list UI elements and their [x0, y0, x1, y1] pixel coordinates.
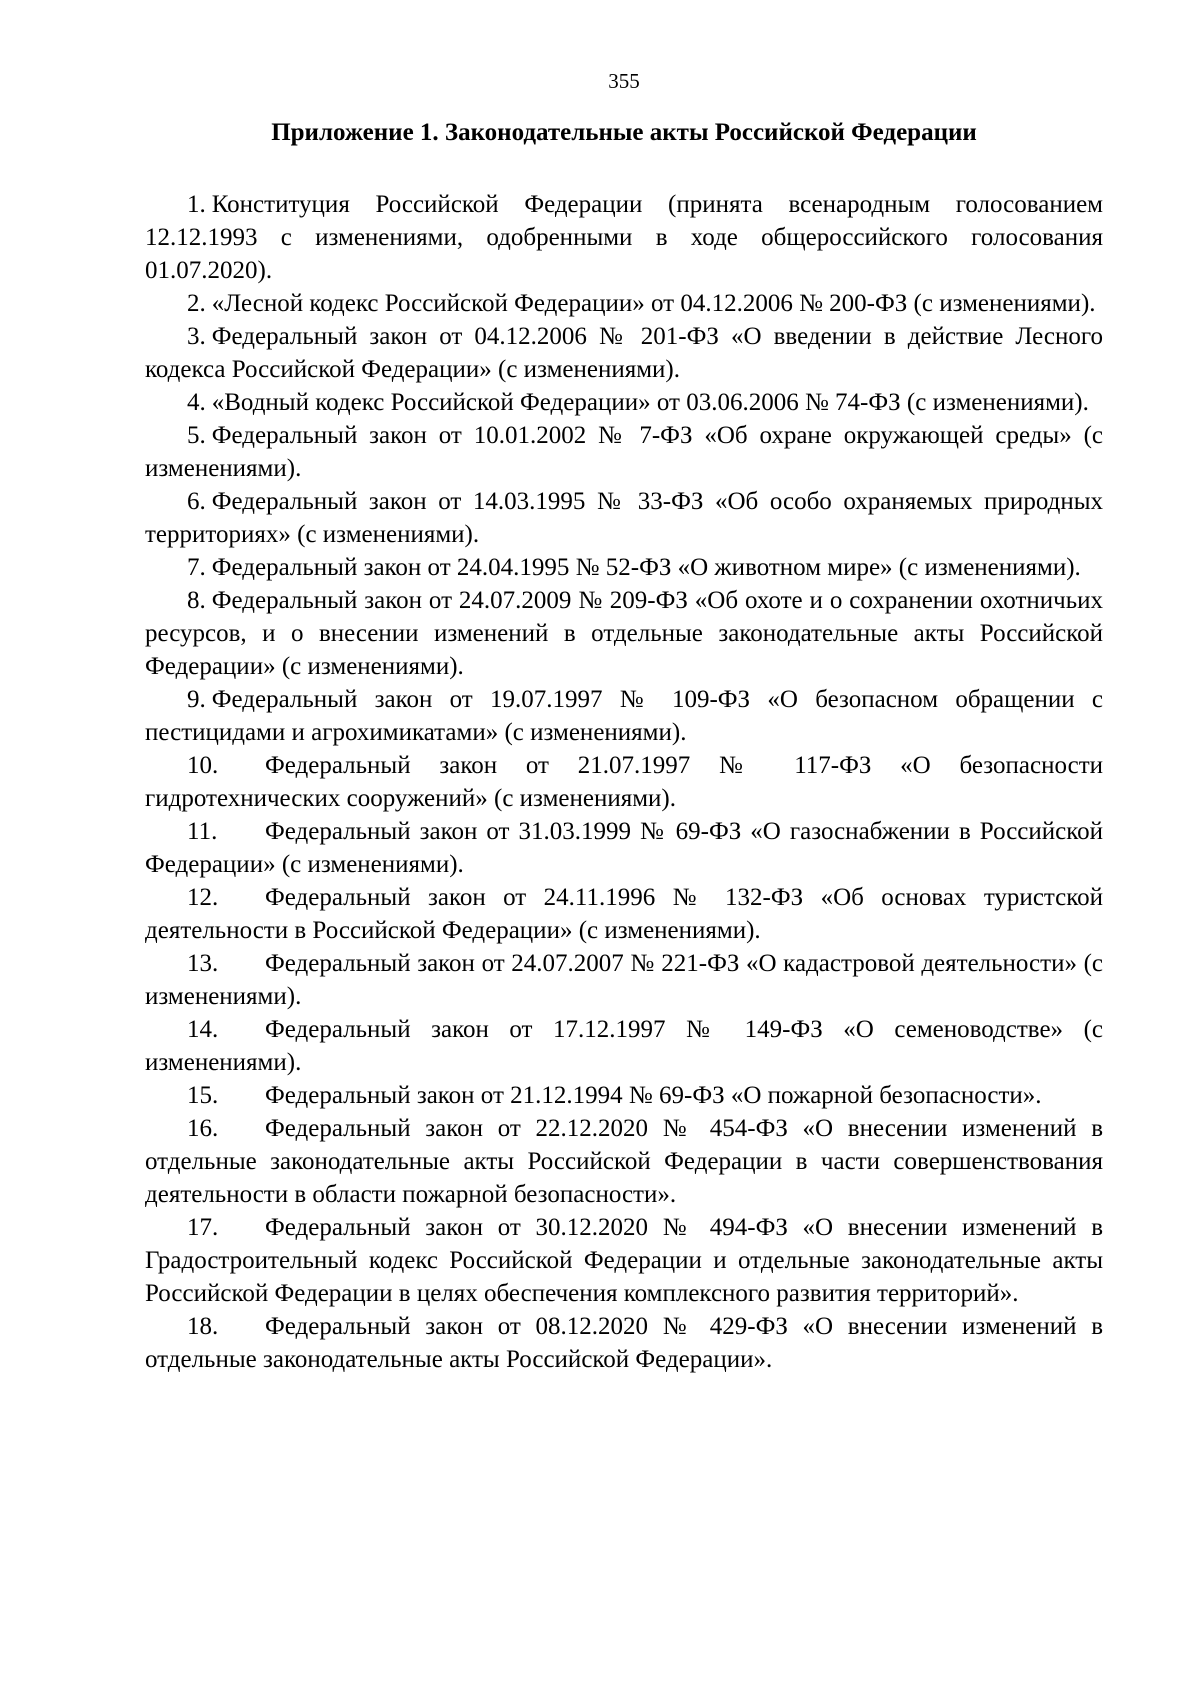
law-item — [145, 188, 1103, 287]
law-text: «Водный кодекс Российской Федерации» от 03.06.2006 № 74-ФЗ (с изменениями). — [211, 389, 1089, 416]
law-number: 3. — [187, 323, 206, 350]
law-number: 14. — [187, 1016, 219, 1043]
law-text: Федеральный закон от 04.12.2006 № 201-ФЗ «О введении в действие Лесного кодекса Российской Федерации» (с изменениями). — [145, 323, 1103, 383]
law-number: 2. — [187, 290, 206, 317]
law-number: 8. — [187, 587, 206, 614]
law-text: Федеральный закон от 24.11.1996 № 132-ФЗ «Об основах туристской деятельности в Российской Федерации» (с изменениями). — [145, 884, 1103, 944]
law-item — [145, 947, 1103, 1013]
law-number: 18. — [187, 1313, 219, 1340]
law-item — [145, 1211, 1103, 1310]
law-text: Федеральный закон от 22.12.2020 № 454-ФЗ «О внесении изменений в отдельные законодательные акты Российской Федерации в части совершенствования деятельности в области пожарной безопасности». — [145, 1115, 1103, 1208]
law-text: Федеральный закон от 08.12.2020 № 429-ФЗ «О внесении изменений в отдельные законодательные акты Российской Федерации». — [145, 1313, 1103, 1373]
law-item — [145, 287, 1103, 320]
law-text: Федеральный закон от 31.03.1999 № 69-ФЗ «О газоснабжении в Российской Федерации» (с изменениями). — [145, 818, 1103, 878]
law-item — [145, 551, 1103, 584]
laws-list — [145, 188, 1103, 1376]
law-number: 16. — [187, 1115, 219, 1142]
law-item — [145, 419, 1103, 485]
law-text: Федеральный закон от 19.07.1997 № 109-ФЗ «О безопасном обращении с пестицидами и агрохимикатами» (с изменениями). — [145, 686, 1103, 746]
law-text: Федеральный закон от 30.12.2020 № 494-ФЗ «О внесении изменений в Градостроительный кодекс Российской Федерации и отдельные законодательные акты Российской Федерации в целях обеспечения комплексного развития территорий». — [145, 1214, 1103, 1307]
law-item — [145, 749, 1103, 815]
law-number: 1. — [187, 191, 206, 218]
law-item — [145, 881, 1103, 947]
law-item — [145, 1112, 1103, 1211]
law-number: 12. — [187, 884, 219, 911]
law-number: 10. — [187, 752, 219, 779]
law-item — [145, 485, 1103, 551]
law-item — [145, 1079, 1103, 1112]
law-number: 5. — [187, 422, 206, 449]
law-number: 17. — [187, 1214, 219, 1241]
law-number: 6. — [187, 488, 206, 515]
law-text: Федеральный закон от 21.12.1994 № 69-ФЗ «О пожарной безопасности». — [265, 1082, 1042, 1109]
law-text: «Лесной кодекс Российской Федерации» от 04.12.2006 № 200-ФЗ (с изменениями). — [211, 290, 1096, 317]
law-text: Федеральный закон от 10.01.2002 № 7-ФЗ «Об охране окружающей среды» (с изменениями). — [145, 422, 1103, 482]
law-item — [145, 683, 1103, 749]
page-number: 355 — [608, 69, 640, 93]
law-text: Федеральный закон от 14.03.1995 № 33-ФЗ «Об особо охраняемых природных территориях» (с изменениями). — [145, 488, 1103, 548]
law-text: Федеральный закон от 17.12.1997 № 149-ФЗ «О семеноводстве» (с изменениями). — [145, 1016, 1103, 1076]
law-number: 13. — [187, 950, 219, 977]
law-number: 9. — [187, 686, 206, 713]
law-number: 7. — [187, 554, 206, 581]
law-item — [145, 815, 1103, 881]
law-number: 4. — [187, 389, 206, 416]
law-item — [145, 320, 1103, 386]
law-number: 11. — [187, 818, 218, 845]
law-text: Федеральный закон от 24.07.2007 № 221-ФЗ «О кадастровой деятельности» (с изменениями). — [145, 950, 1103, 1010]
page-title: Приложение 1. Законодательные акты Российской Федерации — [271, 119, 977, 146]
law-item — [145, 584, 1103, 683]
law-text: Федеральный закон от 24.07.2009 № 209-ФЗ «Об охоте и о сохранении охотничьих ресурсов, и о внесении изменений в отдельные законодательные акты Российской Федерации» (с изменениями). — [145, 587, 1103, 680]
law-text: Федеральный закон от 21.07.1997 № 117-ФЗ «О безопасности гидротехнических сооружений» (с изменениями). — [145, 752, 1103, 812]
law-item — [145, 1013, 1103, 1079]
law-item — [145, 386, 1103, 419]
law-text: Федеральный закон от 24.04.1995 № 52-ФЗ «О животном мире» (с изменениями). — [211, 554, 1081, 581]
law-text: Конституция Российской Федерации (принята всенародным голосованием 12.12.1993 с изменениями, одобренными в ходе общероссийского голосования 01.07.2020). — [145, 191, 1103, 284]
law-number: 15. — [187, 1082, 219, 1109]
law-item — [145, 1310, 1103, 1376]
